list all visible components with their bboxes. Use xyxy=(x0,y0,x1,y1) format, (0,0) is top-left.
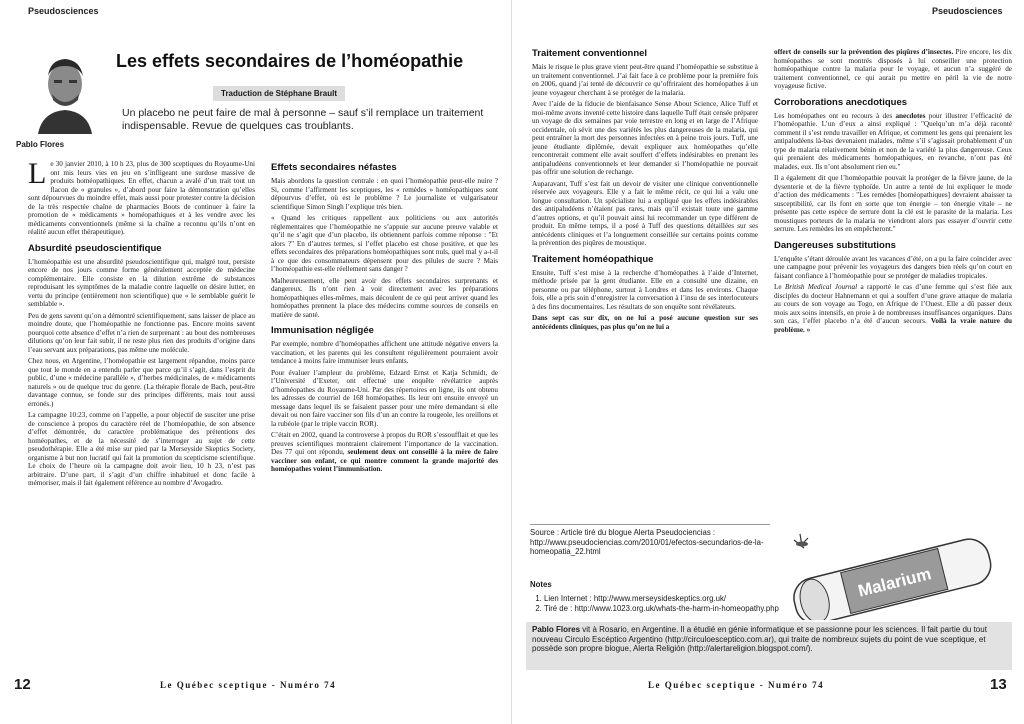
paragraph: Malheureusement, elle peut avoir des effets secondaires surprenants et dangereux. Ils n’ont rien à voir directement avec les préparations homéopathiques elles-mêmes, mais découlent de ce qui peut arriver quand les homéopathes prennent la place des médecins comme sources de conseils en matière de santé. xyxy=(271,276,498,319)
paragraph: La campagne 10:23, comme on l’appelle, a pour objectif de susciter une prise de conscience à propos du caractère réel de l’homéopathie, de son absence d’effet démontrée, du caractère problématique des prétentions des homéopathes, et de la nécessité de s’interroger au sujet de cette pseudothérapie. Elle a été mise sur pied par la Merseyside Skeptics Society, organisme à but non lucratif qui fait la promotion du scepticisme scientifique. Le choix de l’heure où la campagne doit avoir lieu, 10 h 23, n’est pas arbitraire. D’une part, il s’agit d’un chiffre inhabituel et donc facile à mémoriser, mais il fait également référence au nombre d’Avogadro. xyxy=(28,411,255,487)
end-mark: » xyxy=(806,325,811,334)
paragraph: Mais le risque le plus grave vient peut-être quand l’homéopathie se substitue à un traitement conventionnel. J’ai fait face à ce problème pour la première fois en 2006, quand j’ai tenté de découvrir ce qu’offriraient des homéopathes à un jeune voyageur cherchant à se protéger de la malaria. xyxy=(532,63,758,97)
divider xyxy=(530,524,770,525)
bio-text: vit à Rosario, en Argentine. Il a étudié en génie informatique et se passionne pour les sciences. Il fait partie du tout nouveau Circulo Escéptico Argentino (http://circuloesceptico.com.ar), qui traite de nombreux sujets du point de vue sceptique, et possède son propre blogue, Alerta Religión (http://alertareligion.blogspot.com/). xyxy=(532,625,987,654)
paragraph: L’homéopathie est une absurdité pseudoscientifique qui, malgré tout, persiste encore de nos jours comme forme généralement acceptée de médecine complémentaire. Elle consiste en la dilution extrême de substances reproduisant les symptômes de la maladie contre laquelle on désire lutter, en vertu du principe (entièrement non scientifique) que « le semblable guérit le semblable ». xyxy=(28,257,255,308)
notes-list xyxy=(530,594,1010,614)
column-2 xyxy=(271,162,498,672)
paragraph: Mais abordons la question centrale : en quoi l’homéopathie peut-elle nuire ? Si, comme l’affirment les sceptiques, les « remèdes » homéopathiques sont dépourvus d’effet, où est le problème ? Le journaliste et vulgarisateur scientifique Simon Singh l’explique très bien. xyxy=(271,177,498,211)
source-citation: Source : Article tiré du blogue Alerta Pseudociencias : http://www.pseudociencias.com/2010/01/efectos-secundarios-de-la-homeopatia_22.html xyxy=(530,528,764,556)
author-bio xyxy=(526,622,1012,670)
paragraph: Les homéopathes ont eu recours à des anecdotes pour illustrer l’efficacité de l’homéopathie. L’un d’eux a ainsi expliqué : "Quelqu’un m’a déjà raconté comment il s’est rendu travailler en Afrique, et comment les gens qui prenaient les antipaludéens là-bas devenaient malades, même s’il s’agissait probablement d’un type de malaria relativement bénin et non de la variété la plus dangereuse. Ceux qui prenaient des médicaments homéopathiques, en revanche, n’ont pas été malades, eux. Ils n’ont absolument rien eu." xyxy=(774,111,1012,171)
author-photo xyxy=(28,48,102,134)
notes-heading: Notes xyxy=(530,580,552,589)
heading-effets: Effets secondaires néfastes xyxy=(271,162,397,173)
paragraph: Le British Medical Journal a rapporté le cas d’une femme qui s’est fiée aux disciples du docteur Hahnemann et qui a souffert d’une grave attaque de malaria au cours de son voyage au Togo, en Afrique de l’Ouest. Elle a dû passer deux mois aux soins intensifs, en proie à de nombreuses insuffisances organiques. Dans son cas, l’effet placebo n’a été d’aucun secours. Voilà la vraie nature du problème. » xyxy=(774,283,1012,334)
column-4 xyxy=(774,48,1012,514)
page-footer: Le Québec sceptique - Numéro 74 xyxy=(160,680,337,690)
author-caption: Pablo Flores xyxy=(16,140,65,149)
heading-substitutions: Dangereuses substitutions xyxy=(774,239,896,251)
column-3 xyxy=(532,48,758,520)
paragraph: Par exemple, nombre d’homéopathes affichent une attitude négative envers la vaccination, et les parents qui les consultent régulièrement pourraient avoir tendance à moins faire immuniser leurs enfants. xyxy=(271,340,498,365)
heading-absurdite: Absurdité pseudoscientifique xyxy=(28,242,162,254)
translator-credit: Traduction de Stéphane Brault xyxy=(213,86,345,101)
heading-corroborations: Corroborations anecdotiques xyxy=(774,96,908,108)
page-number: 13 xyxy=(990,676,1007,693)
note-item: 2. Tiré de : http://www.1023.org.uk/whats-the-harm-in-homeopathy.php xyxy=(544,604,1010,614)
paragraph: C’était en 2002, quand la controverse à propos du ROR s’essoufflait et que les preuves scientifiques montraient clairement l’importance de la vaccination. Des 77 qui ont répondu, seulement deux ont conseillé à la mère de faire vacciner son enfant, ce qui montre comment la grande majorité des homéopathes voient l’immunisation. xyxy=(271,431,498,473)
bio-name: Pablo Flores xyxy=(532,625,581,634)
paragraph: L’enquête s’étant déroulée avant les vacances d’été, on a pu la faire coïncider avec une campagne pour prévenir les voyageurs des dangers bien réels qu’on court en faisant confiance à l’homéopathie pour se protéger de maladies tropicales. xyxy=(774,254,1012,280)
page-footer: Le Québec sceptique - Numéro 74 xyxy=(648,680,825,690)
paragraph: Il a également dit que l’homéopathie pouvait la protéger de la fièvre jaune, de la dysenterie et de la fièvre typhoïde. Un autre a tenté de lui expliquer le mode d’action des médicaments : "Les remèdes [homéopathiques] devraient abaisser ta susceptibilité, car ils font en sorte que ton énergie – ton énergie vitale – ne présente pas cette espèce de serrure dont la clé est le parasite de la malaria. Les moustiques porteurs de la malaria ne viendront alors pas essayer d’ouvrir cette serrure. Les remèdes les en empêcheront." xyxy=(774,174,1012,233)
paragraph: « Quand les critiques rappellent aux politiciens ou aux autorités réglementaires que l’homéopathie ne s’appuie sur aucune preuve valable et qu’il ne s’agit que d’un placebo, ils obtiennent parfois comme réponse : "Et alors ?" En d’autres termes, si l’effet placebo est chose positive, et que les effets secondaires des préparations homéopathiques sont nuls, quel mal y a-t-il à ce que des consommateurs dépensent pour des pilules de sucre ? Mais l’homéopathie est-elle réellement sans danger ? xyxy=(271,214,498,273)
paragraph: Pour évaluer l’ampleur du problème, Edzard Ernst et Katja Schmidt, de l’Université d’Exeter, ont effectué une enquête révélatrice auprès d’homéopathes du Royaume-Uni. Par des répertoires en ligne, ils ont obtenu les adresses de courriel de 168 homéopathes. Ils leur ont ensuite envoyé un message dans lequel ils se faisaient passer pour une mère demandant si elle devait ou non faire vacciner son fils d’un an contre la rougeole, les oreillons et la rubéole (par le triple vaccin ROR). xyxy=(271,368,498,428)
section-label: Pseudosciences xyxy=(28,6,99,16)
article-title: Les effets secondaires de l’homéopathie xyxy=(116,51,464,71)
intro-paragraph: Le 30 janvier 2010, à 10 h 23, plus de 300 sceptiques du Royaume-Uni ont mis leurs vies en jeu en s’infligeant une surdose massive de produits homéopathiques. En effet, chacun a avalé d’un trait tout un flacon de « granules », d’abord pour faire la démonstration qu’elles sont dépourvues du moindre effet, mais aussi pour protester contre la décision de la très respectée chaîne de pharmacies Boots de continuer à faire la promotion de « médicaments » homéopathiques et à les vendre avec les médicaments conventionnels (même si la chaîne a reconnu qu’ils n’ont en réalité aucun effet thérapeutique). xyxy=(28,160,255,236)
heading-homeopathique: Traitement homéopathique xyxy=(532,253,654,265)
note-item: 1. Lien Internet : http://www.merseysideskeptics.org.uk/ xyxy=(544,594,1010,604)
paragraph: Avec l’aide de la fiducie de bienfaisance Sense About Science, Alice Tuff et moi-même avons inventé cette histoire dans laquelle Tuff était censée préparer un voyage de dix semaines par voie terrestre en long et en large de l’Afrique occidentale, où sévit une des variétés les plus dangereuses de la malaria, qui peut entraîner la mort des personnes infectées en à peine trois jours. Tuff, une jeune étudiante diplômée, devait expliquer aux homéopathes qu’elle rencontrerait comment elle avait souffert d’effets indésirables en prenant les antipaludéens conventionnels et leur demander si l’homéopathie ne pouvait pas offrir une solution de rechange. xyxy=(532,100,758,176)
section-label: Pseudosciences xyxy=(932,6,1003,16)
pill-label: Malarium xyxy=(856,564,934,601)
paragraph: offert de conseils sur la prévention des piqûres d’insectes. Pire encore, les dix homéopathes se sont montrés disposés à lui conseiller une protection homéopathique contre la malaria pour le voyage, et aucun n’a suggéré de traitement conventionnel, ce qui aurait pu mettre en péril la vie de notre voyageuse fictive. xyxy=(774,48,1012,90)
article-lead: Un placebo ne peut faire de mal à personne – sauf s’il remplace un traitement indispensable. Revue de quelques cas troublants. xyxy=(122,107,484,132)
drop-cap: L xyxy=(28,160,47,190)
heading-conventionnel: Traitement conventionnel xyxy=(532,48,648,59)
notes-section xyxy=(530,580,1010,614)
heading-immunisation: Immunisation négligée xyxy=(271,325,374,336)
paragraph: Dans sept cas sur dix, on ne lui a posé aucune question sur ses antécédents cliniques, pas plus qu’on ne lui a xyxy=(532,314,758,331)
paragraph: Peu de gens savent qu’on a démontré scientifiquement, sans laisser de place au moindre doute, que l’homéopathie ne fonctionne pas. Encore moins savent pourquoi cette absence d’effet n’a rien de surprenant : au bout des nombreuses dilutions qu’on leur fait subir, il ne reste plus rien des produits d’origine dans l’eau servant aux préparations, pas même une molécule. xyxy=(28,311,255,354)
column-1 xyxy=(28,160,255,672)
paragraph: Chez nous, en Argentine, l’homéopathie est largement répandue, moins parce que tout le monde en a entendu parler que parce qu’il s’agit, dans l’esprit du public, d’une « médecine parallèle », d’herbes médicinales, de « médicaments naturels » ou de quelque truc du genre. (La thérapie florale de Bach, peut-être davantage connue, se fonde sur des principes différents, mais tout aussi erronés.) xyxy=(28,357,255,408)
paragraph: Ensuite, Tuff s’est mise à la recherche d’homéopathes à l’aide d’Internet, méthode prisée par la gent étudiante. Elle en a consulté une dizaine, en personne ou par téléphone, surtout à Londres et dans les environs. Chaque fois, elle a pris soin d’enregistrer la conversation à l’insu de ses interlocuteurs à des fins documentaires. Les résultats de son enquête sont révélateurs. xyxy=(532,268,758,311)
paragraph: Auparavant, Tuff s’est fait un devoir de visiter une clinique conventionnelle réservée aux voyageurs. Elle y a fait le même récit, ce qui lui a valu une longue consultation. Un spécialiste lui a expliqué que les effets indésirables des antipaludéens n’étaient pas rares, mais qu’il existait toute une gamme d’autres options, et qu’il pouvait ainsi lui recommander un type différent de produit. En même temps, il a posé à Tuff des questions détaillées sur ses antécédents cliniques et l’a longuement conseillée sur certains points comme la prévention des piqûres de moustique. xyxy=(532,179,758,247)
page-number: 12 xyxy=(14,676,31,693)
